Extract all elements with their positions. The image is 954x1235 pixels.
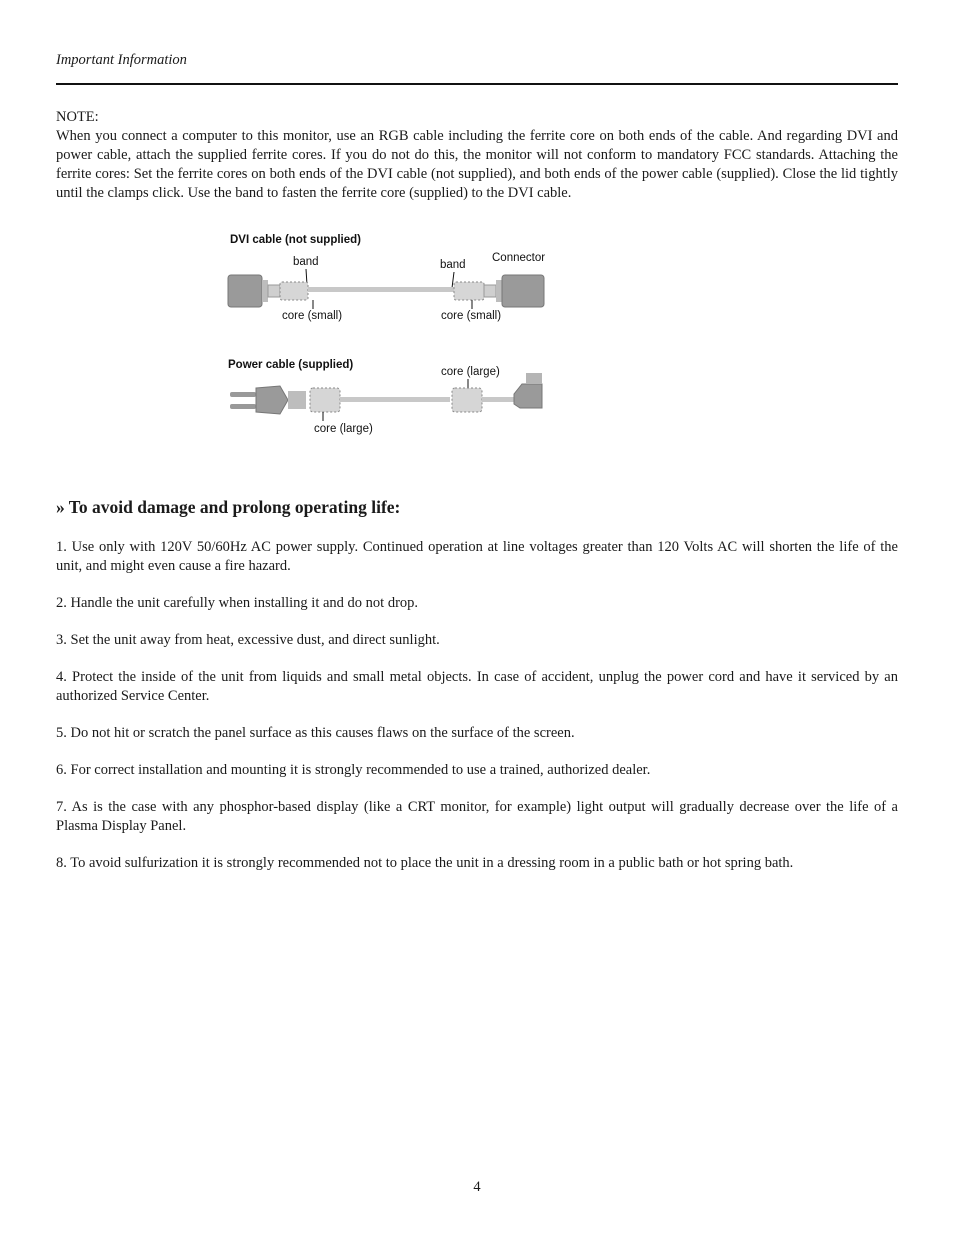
power-cable-line-end — [482, 397, 514, 402]
list-item: 1. Use only with 120V 50/60Hz AC power supply. Continued operation at line voltages greater than 120 Volts AC will shorten the life of the unit, and might even cause a fire hazard. — [56, 539, 898, 574]
note-heading: NOTE: — [56, 109, 99, 125]
dvi-cable-title: DVI cable (not supplied) — [230, 234, 361, 246]
power-core-right — [452, 388, 482, 412]
dvi-core-right-label: core (small) — [441, 310, 502, 322]
dvi-connector-label: Connector — [492, 252, 546, 264]
dvi-connector-left — [228, 275, 268, 307]
list-item: 6. For correct installation and mounting it is strongly recommended to use a trained, authorized dealer. — [56, 762, 651, 778]
dvi-connector-right — [496, 275, 544, 307]
power-cable-line — [340, 397, 450, 402]
header-rule — [56, 83, 898, 85]
dvi-band-left-label: band — [293, 256, 319, 268]
note-block — [56, 108, 898, 203]
ferrite-core-figure — [222, 228, 562, 440]
power-core-top-label: core (large) — [441, 366, 500, 378]
power-cable-title: Power cable (supplied) — [228, 359, 354, 371]
power-core-left — [310, 388, 340, 412]
list-item: 2. Handle the unit carefully when installing it and do not drop. — [56, 595, 419, 611]
section-title: » To avoid damage and prolong operating life: — [56, 497, 401, 517]
page-header: Important Information — [56, 52, 187, 68]
list-item: 3. Set the unit away from heat, excessive dust, and direct sunlight. — [56, 632, 440, 648]
dvi-band-right-label: band — [440, 259, 466, 271]
dvi-plug-right — [484, 285, 496, 297]
dvi-core-left — [280, 282, 308, 300]
note-body: When you connect a computer to this monitor, use an RGB cable including the ferrite core on both ends of the cable. And regarding DVI and power cable, attach the supplied ferrite cores. If you do not do this, the monitor will not conform to mandatory FCC standards. Attaching the ferrite cores: Set the ferrite cores on both ends of the DVI cable (not supplied), and both ends of the power cable (supplied). Close the lid tightly until the clamps click. Use the band to fasten the ferrite core (supplied) to the DVI cable. — [56, 128, 898, 201]
dvi-band-right-leader — [452, 272, 454, 288]
list-item: 7. As is the case with any phosphor-based display (like a CRT monitor, for example) light output will gradually decrease over the life of a Plasma Display Panel. — [56, 799, 898, 834]
list-item: 8. To avoid sulfurization it is strongly recommended not to place the unit in a dressing room in a public bath or hot spring bath. — [56, 855, 794, 871]
list-item: 5. Do not hit or scratch the panel surface as this causes flaws on the surface of the screen. — [56, 725, 575, 741]
power-core-bottom-label: core (large) — [314, 423, 373, 435]
dvi-core-right — [454, 282, 484, 300]
precautions-list — [56, 538, 898, 891]
power-connector-right — [514, 373, 542, 408]
dvi-plug-left — [268, 285, 280, 297]
page-number: 4 — [473, 1179, 481, 1195]
dvi-cable-line — [308, 287, 472, 292]
power-plug — [230, 386, 306, 414]
list-item: 4. Protect the inside of the unit from liquids and small metal objects. In case of accident, unplug the power cord and have it serviced by an authorized Service Center. — [56, 669, 898, 704]
dvi-core-left-label: core (small) — [282, 310, 343, 322]
cable-diagram — [222, 228, 562, 440]
